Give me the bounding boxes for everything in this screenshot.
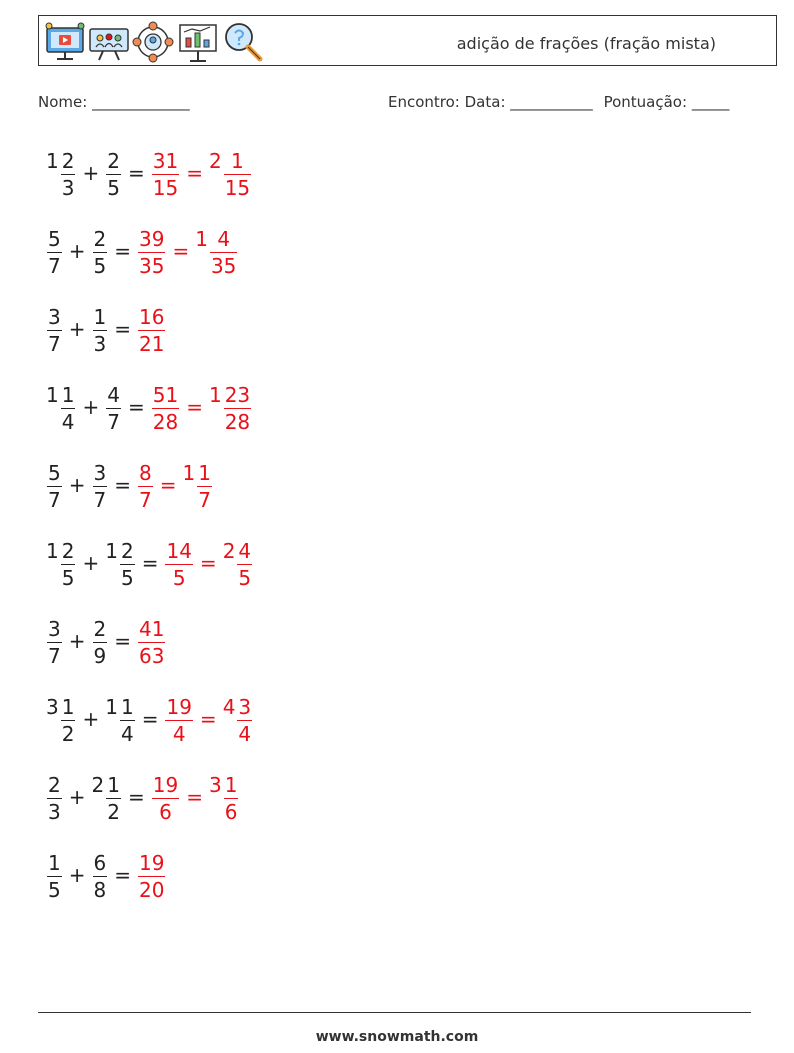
name-field bbox=[38, 93, 190, 111]
answer-mixed-whole: 2 bbox=[208, 148, 222, 173]
answer-mixed-fraction bbox=[210, 226, 237, 278]
plus-sign: + bbox=[82, 161, 100, 185]
first-addend-fraction bbox=[47, 616, 62, 668]
answer-mixed-whole: 3 bbox=[208, 772, 222, 797]
problem-row bbox=[46, 224, 253, 278]
answer-improper-denominator: 6 bbox=[152, 798, 179, 822]
plus-sign: + bbox=[82, 707, 100, 731]
second-addend-numerator: 1 bbox=[120, 694, 134, 719]
answer-improper-denominator: 28 bbox=[152, 409, 179, 434]
answer bbox=[164, 539, 253, 588]
problem-row bbox=[46, 536, 253, 590]
second-addend bbox=[92, 851, 109, 900]
answer bbox=[164, 695, 253, 744]
answer-improper bbox=[137, 617, 166, 666]
answer-improper-denominator: 35 bbox=[139, 253, 165, 278]
date-blank: ___________ bbox=[510, 93, 593, 111]
second-addend bbox=[92, 617, 109, 666]
first-addend-fraction bbox=[61, 148, 76, 200]
answer-mixed-fraction bbox=[237, 538, 252, 590]
second-addend-fraction bbox=[93, 460, 108, 512]
answer-equals-sign: = bbox=[172, 239, 190, 263]
first-addend-denominator: 4 bbox=[61, 409, 75, 434]
answer-improper-numerator: 16 bbox=[139, 304, 165, 329]
answer-improper-denominator: 5 bbox=[165, 564, 192, 588]
second-addend-whole: 1 bbox=[105, 694, 118, 719]
second-addend-denominator: 7 bbox=[93, 487, 107, 512]
team-screen-icon bbox=[87, 20, 131, 64]
answer-improper bbox=[137, 305, 166, 354]
score-blank: _____ bbox=[691, 93, 730, 111]
problem-list bbox=[46, 146, 253, 926]
meeting-date-field bbox=[388, 93, 729, 111]
answer-improper-numerator: 51 bbox=[152, 382, 179, 407]
answer-improper-numerator: 31 bbox=[152, 148, 179, 173]
equals-sign: = bbox=[114, 473, 131, 497]
first-addend-numerator: 1 bbox=[61, 382, 75, 407]
first-addend-denominator: 2 bbox=[61, 721, 75, 746]
second-addend-fraction bbox=[93, 304, 108, 356]
second-addend-numerator: 3 bbox=[93, 460, 107, 485]
first-addend-whole: 1 bbox=[46, 538, 59, 563]
answer-improper bbox=[137, 851, 166, 900]
answer-mixed-denominator: 28 bbox=[224, 409, 251, 434]
answer-improper-numerator: 19 bbox=[139, 850, 165, 875]
answer-mixed-fraction bbox=[224, 148, 251, 200]
equals-sign: = bbox=[127, 785, 145, 809]
answer-improper-fraction bbox=[138, 460, 153, 512]
first-addend-numerator: 2 bbox=[48, 772, 61, 797]
answer-improper-fraction bbox=[152, 382, 179, 434]
answer-improper-fraction bbox=[165, 538, 192, 590]
second-addend bbox=[92, 227, 109, 276]
answer-mixed-denominator: 5 bbox=[238, 565, 252, 590]
answer-improper bbox=[164, 539, 193, 588]
first-addend-denominator: 7 bbox=[48, 487, 61, 512]
answer-mixed-numerator: 23 bbox=[224, 382, 251, 407]
answer-improper-numerator: 39 bbox=[139, 226, 165, 251]
first-addend-fraction bbox=[47, 460, 62, 512]
answer-improper bbox=[151, 149, 180, 198]
answer-mixed-fraction bbox=[224, 382, 251, 434]
second-addend-numerator: 2 bbox=[120, 538, 134, 563]
answer-mixed-fraction bbox=[197, 460, 212, 512]
problem-row bbox=[46, 614, 253, 668]
second-addend-fraction bbox=[120, 694, 135, 746]
second-addend-numerator: 1 bbox=[93, 304, 107, 329]
first-addend bbox=[46, 695, 76, 744]
answer bbox=[137, 305, 166, 354]
answer-improper-fraction bbox=[138, 304, 165, 356]
answer-mixed-denominator: 15 bbox=[224, 175, 251, 200]
answer-mixed-numerator: 4 bbox=[217, 226, 231, 251]
first-addend-denominator: 7 bbox=[48, 331, 61, 356]
answer bbox=[137, 851, 166, 900]
second-addend-numerator: 2 bbox=[93, 616, 107, 641]
first-addend-fraction bbox=[61, 382, 76, 434]
problem-row bbox=[46, 848, 253, 902]
first-addend bbox=[46, 383, 76, 432]
answer-improper-numerator: 19 bbox=[166, 694, 192, 719]
answer bbox=[137, 227, 238, 276]
first-addend bbox=[46, 305, 63, 354]
equals-sign: = bbox=[114, 317, 131, 341]
plus-sign: + bbox=[68, 239, 86, 263]
answer-mixed bbox=[209, 773, 239, 822]
first-addend-denominator: 7 bbox=[48, 253, 61, 278]
first-addend-numerator: 2 bbox=[61, 148, 75, 173]
second-addend bbox=[105, 383, 122, 432]
plus-sign: + bbox=[82, 395, 100, 419]
first-addend-whole: 1 bbox=[46, 382, 59, 407]
equals-sign: = bbox=[127, 161, 145, 185]
answer-mixed-whole: 1 bbox=[182, 460, 196, 485]
first-addend-fraction bbox=[47, 850, 62, 902]
first-addend-fraction bbox=[61, 538, 76, 590]
second-addend-denominator: 8 bbox=[93, 877, 107, 902]
answer-mixed-numerator: 4 bbox=[238, 538, 252, 563]
answer-improper-fraction bbox=[152, 772, 179, 824]
answer-mixed-denominator: 35 bbox=[210, 253, 237, 278]
plus-sign: + bbox=[68, 863, 86, 887]
answer bbox=[151, 773, 240, 822]
answer-improper-numerator: 19 bbox=[152, 772, 179, 797]
meeting-date-label: Encontro: Data: bbox=[388, 93, 506, 111]
answer-improper-denominator: 15 bbox=[152, 175, 179, 200]
answer-mixed-denominator: 6 bbox=[224, 799, 238, 824]
answer bbox=[151, 149, 252, 198]
plus-sign: + bbox=[82, 551, 100, 575]
answer-mixed-fraction bbox=[224, 772, 239, 824]
answer-improper bbox=[151, 383, 180, 432]
equals-sign: = bbox=[114, 863, 131, 887]
answer-improper-denominator: 7 bbox=[139, 487, 152, 512]
problem-row bbox=[46, 770, 253, 824]
problem-row bbox=[46, 146, 253, 200]
second-addend-numerator: 4 bbox=[107, 382, 120, 407]
answer-mixed bbox=[209, 149, 252, 198]
first-addend-numerator: 2 bbox=[61, 538, 75, 563]
name-label: Nome: bbox=[38, 93, 88, 111]
answer-improper-denominator: 63 bbox=[139, 643, 165, 668]
second-addend-denominator: 5 bbox=[93, 253, 107, 278]
second-addend bbox=[92, 305, 109, 354]
second-addend-denominator: 7 bbox=[107, 409, 120, 434]
first-addend-fraction bbox=[47, 772, 62, 824]
answer-improper-numerator: 14 bbox=[166, 538, 192, 563]
problem-row bbox=[46, 458, 253, 512]
plus-sign: + bbox=[68, 785, 86, 809]
answer-mixed-denominator: 7 bbox=[198, 487, 211, 512]
problem-row bbox=[46, 692, 253, 746]
answer-improper-fraction bbox=[165, 694, 192, 746]
answer-equals-sign: = bbox=[186, 395, 203, 419]
first-addend-numerator: 5 bbox=[48, 460, 61, 485]
first-addend-numerator: 3 bbox=[48, 304, 61, 329]
second-addend-numerator: 1 bbox=[107, 772, 120, 797]
answer-improper bbox=[164, 695, 193, 744]
answer-improper-denominator: 4 bbox=[165, 720, 192, 744]
answer-equals-sign: = bbox=[199, 707, 217, 731]
second-addend bbox=[105, 695, 135, 744]
answer-improper-numerator: 8 bbox=[139, 460, 152, 485]
second-addend-numerator: 2 bbox=[107, 148, 120, 173]
second-addend-numerator: 6 bbox=[93, 850, 107, 875]
answer-improper-denominator: 21 bbox=[139, 331, 165, 356]
answer-equals-sign: = bbox=[186, 161, 203, 185]
second-addend bbox=[92, 773, 122, 822]
answer-mixed-numerator: 1 bbox=[224, 772, 238, 797]
answer-improper-fraction bbox=[138, 850, 165, 902]
first-addend bbox=[46, 149, 76, 198]
problem-row bbox=[46, 380, 253, 434]
answer-mixed-whole: 1 bbox=[208, 382, 222, 407]
first-addend-denominator: 3 bbox=[48, 799, 61, 824]
presentation-monitor-icon bbox=[43, 20, 87, 64]
second-addend-numerator: 2 bbox=[93, 226, 107, 251]
answer-mixed-numerator: 1 bbox=[198, 460, 211, 485]
second-addend-denominator: 5 bbox=[107, 175, 120, 200]
plus-sign: + bbox=[68, 473, 86, 497]
first-addend-fraction bbox=[47, 304, 62, 356]
second-addend-fraction bbox=[106, 148, 121, 200]
first-addend-numerator: 1 bbox=[48, 850, 61, 875]
second-addend-denominator: 9 bbox=[93, 643, 107, 668]
answer-improper-fraction bbox=[138, 616, 165, 668]
equals-sign: = bbox=[141, 707, 159, 731]
problem-row bbox=[46, 302, 253, 356]
first-addend bbox=[46, 227, 63, 276]
first-addend-denominator: 7 bbox=[48, 643, 61, 668]
equals-sign: = bbox=[114, 629, 131, 653]
second-addend-fraction bbox=[93, 850, 108, 902]
answer-improper-denominator: 20 bbox=[139, 877, 165, 902]
second-addend-denominator: 5 bbox=[120, 565, 134, 590]
search-question-icon bbox=[221, 20, 265, 64]
first-addend-fraction bbox=[47, 226, 62, 278]
score-label: Pontuação: bbox=[603, 93, 688, 111]
plus-sign: + bbox=[68, 317, 86, 341]
answer-mixed-whole: 1 bbox=[195, 226, 208, 251]
answer-improper bbox=[151, 773, 180, 822]
answer-mixed-denominator: 4 bbox=[238, 721, 252, 746]
plus-sign: + bbox=[68, 629, 86, 653]
second-addend-denominator: 3 bbox=[93, 331, 107, 356]
answer-equals-sign: = bbox=[186, 785, 203, 809]
answer bbox=[151, 383, 252, 432]
equals-sign: = bbox=[141, 551, 159, 575]
first-addend-denominator: 5 bbox=[48, 877, 61, 902]
answer-equals-sign: = bbox=[159, 473, 177, 497]
second-addend bbox=[105, 149, 122, 198]
first-addend bbox=[46, 539, 76, 588]
equals-sign: = bbox=[114, 239, 131, 263]
second-addend-denominator: 2 bbox=[107, 799, 120, 824]
name-blank: _____________ bbox=[92, 93, 190, 111]
second-addend bbox=[105, 539, 135, 588]
first-addend-denominator: 5 bbox=[61, 565, 75, 590]
answer bbox=[137, 617, 166, 666]
answer-mixed-whole: 4 bbox=[222, 694, 236, 719]
second-addend-whole: 2 bbox=[91, 772, 105, 797]
first-addend bbox=[46, 851, 63, 900]
answer-improper-fraction bbox=[138, 226, 165, 278]
answer-improper-numerator: 41 bbox=[139, 616, 165, 641]
network-people-icon bbox=[131, 20, 175, 64]
worksheet-header bbox=[38, 15, 777, 66]
second-addend-fraction bbox=[106, 382, 121, 434]
worksheet-title: adição de frações (fração mista) bbox=[456, 34, 716, 53]
answer-equals-sign: = bbox=[199, 551, 217, 575]
footer-site: www.snowmath.com bbox=[315, 1029, 479, 1045]
answer-mixed bbox=[223, 695, 253, 744]
first-addend bbox=[46, 773, 63, 822]
first-addend-numerator: 5 bbox=[48, 226, 61, 251]
second-addend-denominator: 4 bbox=[120, 721, 134, 746]
answer-improper bbox=[137, 227, 166, 276]
answer-improper-fraction bbox=[152, 148, 179, 200]
second-addend-fraction bbox=[120, 538, 135, 590]
equals-sign: = bbox=[127, 395, 145, 419]
answer-mixed-fraction bbox=[237, 694, 252, 746]
answer-mixed bbox=[183, 461, 213, 510]
answer-mixed bbox=[195, 227, 238, 276]
second-addend-fraction bbox=[93, 616, 108, 668]
first-addend bbox=[46, 617, 63, 666]
answer-improper bbox=[137, 461, 154, 510]
first-addend bbox=[46, 461, 63, 510]
footer-divider bbox=[38, 1012, 751, 1013]
second-addend-whole: 1 bbox=[105, 538, 118, 563]
answer-mixed bbox=[209, 383, 252, 432]
first-addend-numerator: 1 bbox=[61, 694, 75, 719]
answer-mixed-numerator: 3 bbox=[238, 694, 252, 719]
answer bbox=[137, 461, 213, 510]
first-addend-numerator: 3 bbox=[48, 616, 61, 641]
first-addend-whole: 1 bbox=[46, 148, 59, 173]
first-addend-fraction bbox=[61, 694, 76, 746]
second-addend-fraction bbox=[93, 226, 108, 278]
second-addend bbox=[92, 461, 109, 510]
first-addend-denominator: 3 bbox=[61, 175, 75, 200]
second-addend-fraction bbox=[106, 772, 121, 824]
answer-mixed bbox=[223, 539, 253, 588]
answer-mixed-whole: 2 bbox=[222, 538, 236, 563]
answer-mixed-numerator: 1 bbox=[231, 148, 244, 173]
chart-board-icon bbox=[176, 20, 220, 64]
first-addend-whole: 3 bbox=[46, 694, 59, 719]
